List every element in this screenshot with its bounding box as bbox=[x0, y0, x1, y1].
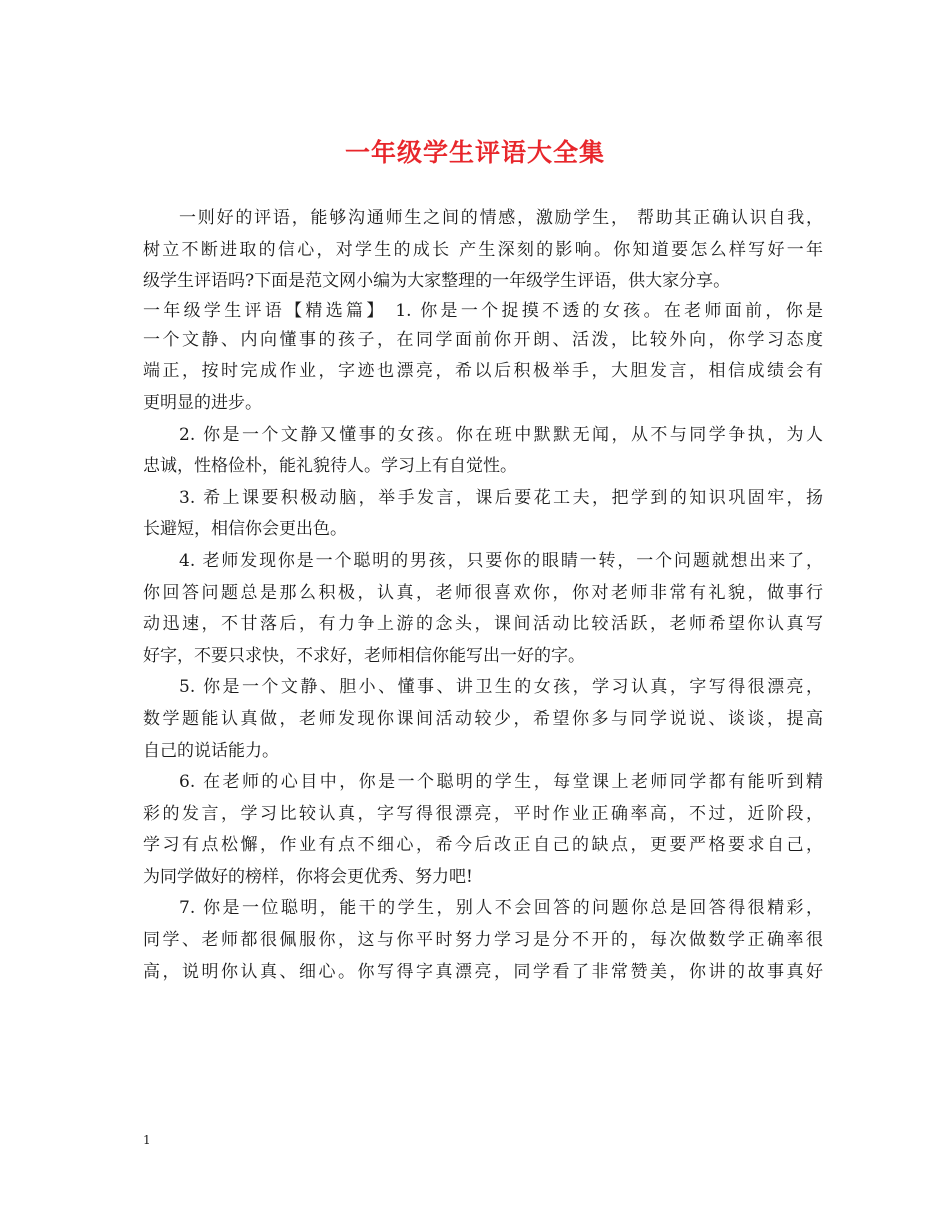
text-line: 一年级学生评语【精选篇】 1. 你是一个捉摸不透的女孩。在老师面前，你是 bbox=[143, 300, 823, 321]
text-line: 6. 在老师的心目中，你是一个聪明的学生，每堂课上老师同学都有能听到精 bbox=[179, 772, 823, 793]
text-line: 彩的发言，学习比较认真，字写得很漂亮，平时作业正确率高，不过，近阶段， bbox=[143, 803, 823, 824]
text-line: 7. 你是一位聪明，能干的学生，别人不会回答的问题你总是回答得很精彩， bbox=[179, 898, 823, 919]
text-line: 为同学做好的榜样，你将会更优秀、努力吧! bbox=[143, 866, 473, 887]
text-line: 端正，按时完成作业，字迹也漂亮，希以后积极举手，大胆发言，相信成绩会有 bbox=[143, 361, 823, 382]
document-body bbox=[143, 203, 823, 988]
text-line: 同学、老师都很佩服你，这与你平时努力学习是分不开的，每次做数学正确率很 bbox=[143, 930, 823, 951]
text-line: 级学生评语吗?下面是范文网小编为大家整理的一年级学生评语，供大家分享。 bbox=[143, 271, 731, 292]
text-line: 数学题能认真做，老师发现你课间活动较少，希望你多与同学说说、谈谈，提高 bbox=[143, 708, 823, 729]
text-line: 4. 老师发现你是一个聪明的男孩，只要你的眼睛一转，一个问题就想出来了， bbox=[179, 550, 823, 571]
text-line: 你回答问题总是那么积极，认真，老师很喜欢你，你对老师非常有礼貌，做事行 bbox=[143, 582, 823, 603]
text-line: 2. 你是一个文静又懂事的女孩。你在班中默默无闻，从不与同学争执，为人 bbox=[179, 424, 823, 445]
text-line: 高，说明你认真、细心。你写得字真漂亮，同学看了非常赞美，你讲的故事真好 bbox=[143, 961, 823, 982]
text-line: 一个文静、内向懂事的孩子，在同学面前你开朗、活泼，比较外向，你学习态度 bbox=[143, 329, 823, 350]
text-line: 自己的说话能力。 bbox=[143, 740, 279, 761]
text-line: 更明显的进步。 bbox=[143, 392, 262, 413]
text-line: 动迅速，不甘落后，有力争上游的念头，课间活动比较活跃，老师希望你认真写 bbox=[143, 614, 823, 635]
text-line: 一则好的评语，能够沟通师生之间的情感，激励学生， 帮助其正确认识自我， bbox=[179, 208, 823, 228]
text-line: 学习有点松懈，作业有点不细心，希今后改正自己的缺点，更要严格要求自己， bbox=[143, 835, 823, 856]
text-line: 3. 希上课要积极动脑，举手发言，课后要花工夫，把学到的知识巩固牢，扬 bbox=[179, 487, 823, 508]
text-line: 5. 你是一个文静、胆小、懂事、讲卫生的女孩，学习认真，字写得很漂亮， bbox=[179, 677, 823, 698]
document-title: 一年级学生评语大全集 bbox=[344, 138, 605, 167]
text-line: 好字，不要只求快，不求好，老师相信你能写出一好的字。 bbox=[143, 645, 585, 666]
text-line: 长避短，相信你会更出色。 bbox=[143, 519, 347, 540]
text-line: 忠诚，性格俭朴，能礼貌待人。学习上有自觉性。 bbox=[143, 456, 517, 477]
text-line: 树立不断进取的信心，对学生的成长 产生深刻的影响。你知道要怎么样写好一年 bbox=[143, 239, 823, 260]
page-number: 1 bbox=[143, 1133, 151, 1147]
